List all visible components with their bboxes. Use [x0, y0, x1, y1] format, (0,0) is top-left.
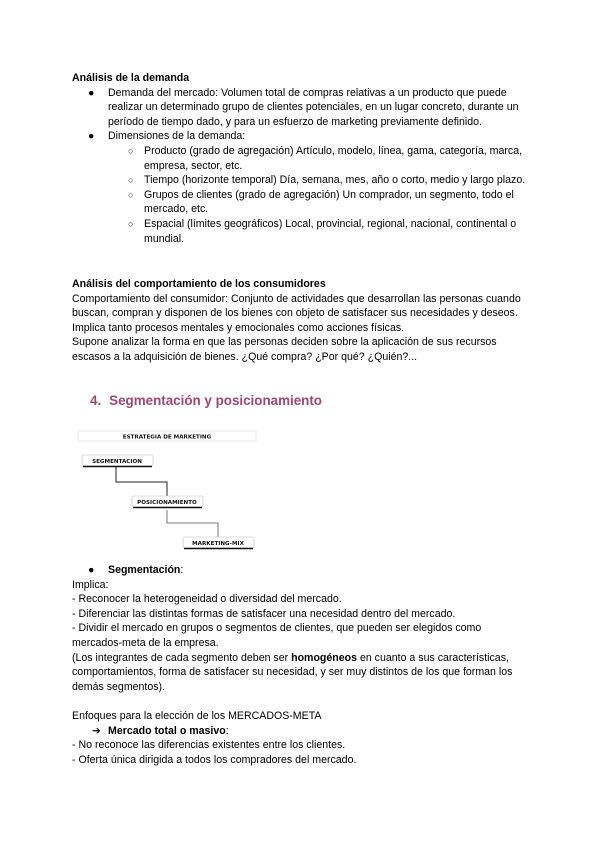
list-item — [72, 86, 532, 130]
sub-bullet-text: Tiempo (horizonte temporal) Día, semana, mes, año o corto, medio y largo plazo. — [144, 174, 526, 187]
arrow-right-icon: ➔ — [92, 724, 101, 737]
approach-arrow-item — [72, 724, 532, 739]
segmentation-item: - Diferenciar las distintas formas de satisfacer una necesidad dentro del mercado. — [72, 607, 456, 620]
approach-label: Mercado total o masivo — [108, 724, 226, 737]
step-label-marketing-mix: MARKETING-MIX — [192, 540, 244, 547]
sub-list-item — [72, 217, 532, 246]
segmentation-label: Segmentación — [108, 564, 181, 576]
consumer-title: Análisis del comportamiento de los consumidores — [72, 278, 326, 290]
bullet-text: Dimensiones de la demanda: — [108, 130, 246, 143]
consumer-paragraph-2: Supone analizar la forma en que las personas deciden sobre la aplicación de sus recursos escasos a la adquisición de bienes. ¿Qué compra? ¿Por qué? ¿Quién?... — [72, 336, 497, 363]
segmentation-note — [72, 651, 532, 695]
consumer-paragraph-1: Comportamiento del consumidor: Conjunto de actividades que desarrollan las personas cuando buscan, compran y disponen de los bienes con objeto de satisfacer sus necesidades y deseos. Implica tanto procesos mentales y emocionales como acciones físicas. — [72, 292, 521, 334]
approach-item: - No reconoce las diferencias existentes entre los clientes. — [72, 739, 346, 752]
segmentation-section — [72, 563, 532, 694]
section-heading — [90, 394, 322, 409]
approach-colon: : — [225, 724, 229, 737]
hollow-bullet-icon: ○ — [128, 175, 134, 186]
implica-label: Implica: — [72, 578, 109, 591]
step-label-posicionamiento: POSICIONAMIENTO — [137, 499, 197, 506]
segmentation-item: - Dividir el mercado en grupos o segmentos de clientes, que pueden ser elegidos como mercados-meta de la empresa. — [72, 622, 482, 649]
approach-item: - Oferta única dirigida a todos los compradores del mercado. — [72, 753, 357, 766]
marketing-strategy-diagram — [70, 425, 270, 555]
approaches-section — [72, 709, 532, 767]
diagram-header-label: ESTRATEGIA DE MARKETING — [122, 434, 212, 441]
note-suffix: en cuanto a sus características, comportamientos, forma de satisfacer su necesidad, y ser muy distintos de los que forman los demás segmentos). — [72, 651, 513, 693]
bullet-icon: ● — [88, 564, 95, 576]
demand-section — [72, 71, 532, 246]
demand-title: Análisis de la demanda — [72, 72, 190, 84]
connector-1 — [116, 466, 167, 497]
note-bold: homogéneos — [291, 651, 358, 664]
list-item — [72, 129, 532, 144]
bullet-text: Demanda del mercado: Volumen total de compras relativas a un producto que puede realizar un determinado grupo de clientes potenciales, en un lugar concreto, durante un período de tiempo dado, y para un esfuerzo de marketing previamente definido. — [108, 86, 519, 128]
step-label-segmentacion: SEGMENTACION — [92, 458, 142, 465]
bullet-icon: ● — [88, 86, 95, 99]
sub-list-item — [72, 188, 532, 217]
heading-number: 4. — [90, 393, 102, 408]
sub-bullet-text: Producto (grado de agregación) Artículo, modelo, línea, gama, categoría, marca, empresa, sector, etc. — [144, 144, 523, 172]
bullet-icon: ● — [88, 130, 95, 143]
sub-bullet-text: Espacial (límites geográficos) Local, provincial, regional, nacional, continental o mundial. — [144, 217, 517, 245]
hollow-bullet-icon: ○ — [128, 218, 134, 229]
hollow-bullet-icon: ○ — [128, 189, 134, 200]
segmentation-bullet — [72, 563, 532, 578]
note-prefix: (Los integrantes de cada segmento deben ser — [72, 651, 292, 664]
consumer-section — [72, 277, 532, 365]
hollow-bullet-icon: ○ — [128, 145, 134, 156]
heading-title: Segmentación y posicionamiento — [109, 393, 322, 408]
approaches-intro: Enfoques para la elección de los MERCADOS-META — [72, 710, 322, 722]
segmentation-colon: : — [180, 564, 184, 576]
sub-bullet-text: Grupos de clientes (grado de agregación) Un comprador, un segmento, todo el mercado, etc. — [144, 188, 514, 216]
sub-list-item — [72, 173, 532, 188]
demand-bullets — [72, 86, 532, 247]
segmentation-item: - Reconocer la heterogeneidad o diversidad del mercado. — [72, 593, 342, 606]
connector-2 — [167, 510, 218, 539]
sub-list-item — [72, 144, 532, 173]
